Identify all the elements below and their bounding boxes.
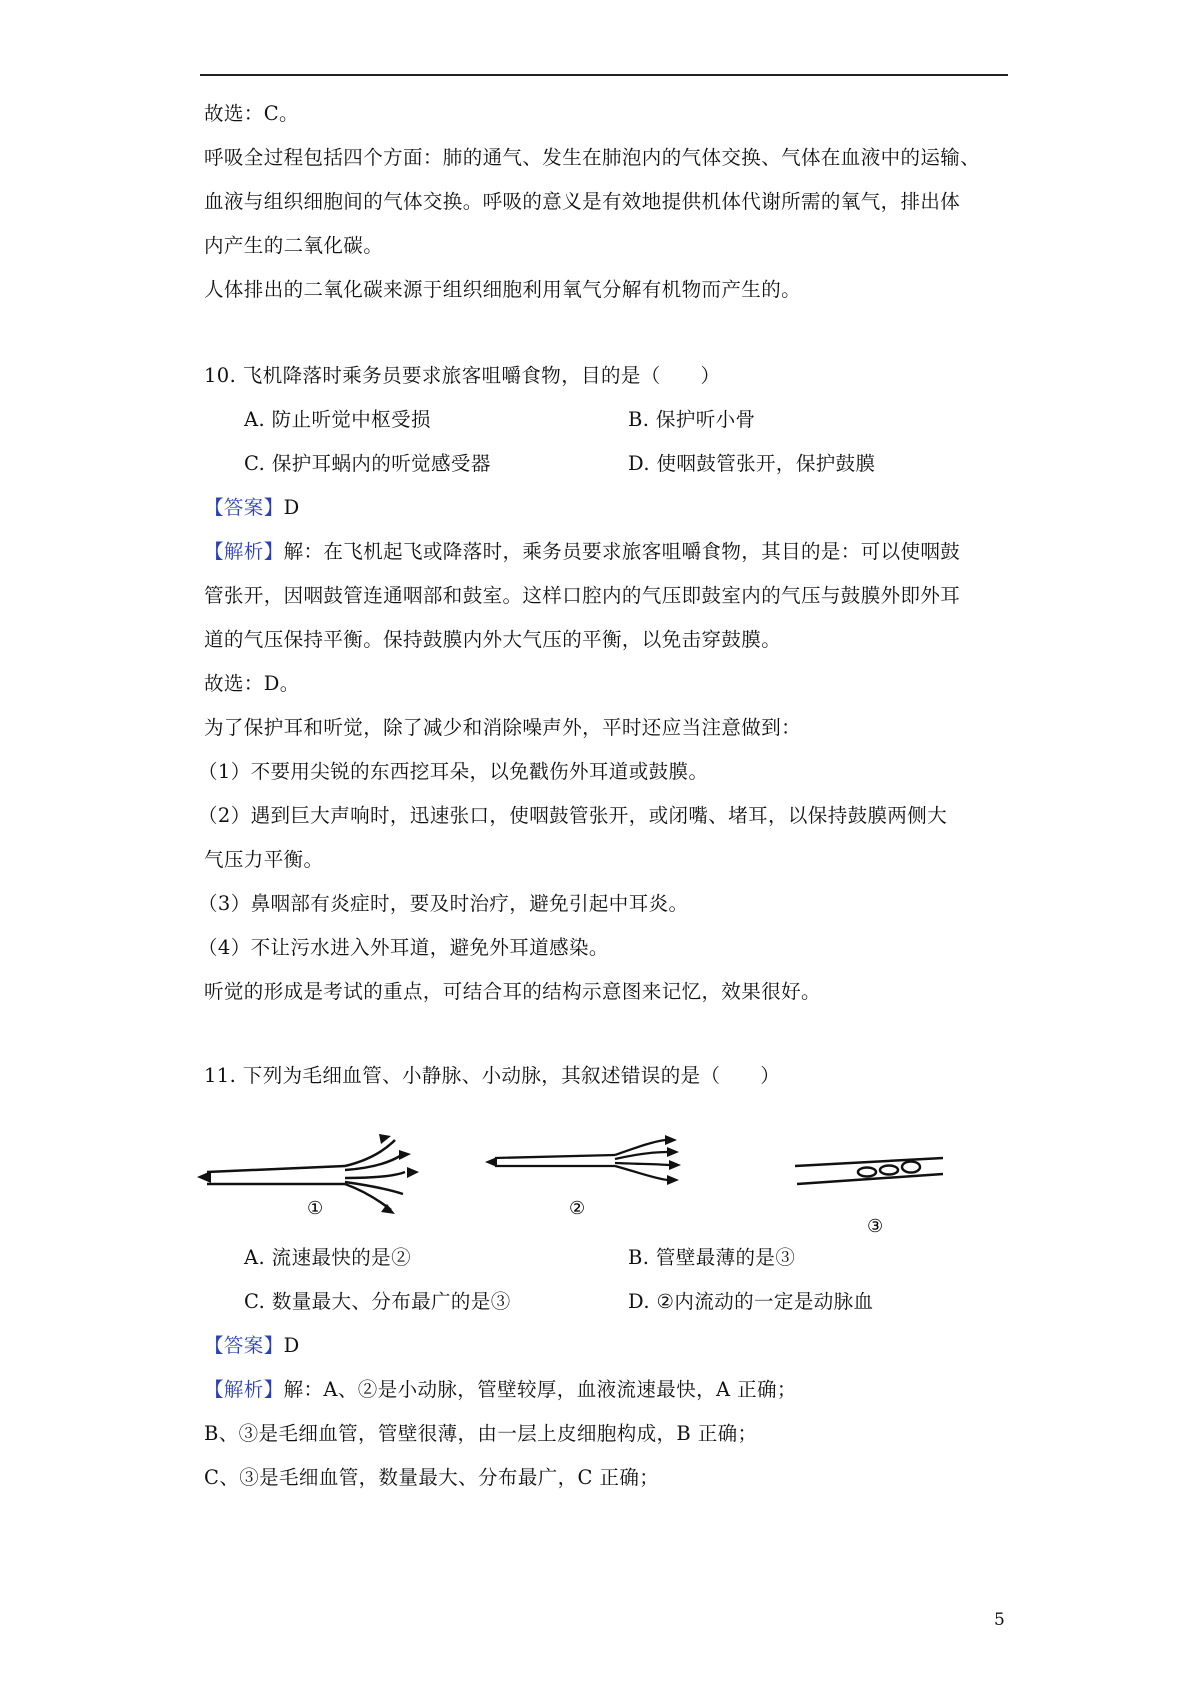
q10-analysis-line <box>204 536 960 564</box>
q10-note: 听觉的形成是考试的重点，可结合耳的结构示意图来记忆，效果很好。 <box>204 980 821 1003</box>
answer-tag: 【答案】 <box>204 496 284 519</box>
q10-analysis-text: 道的气压保持平衡。保持鼓膜内外大气压的平衡，以免击穿鼓膜。 <box>204 628 782 651</box>
q11-option-c: C. 数量最大、分布最广的是③ <box>244 1290 511 1313</box>
q11-stem: 11. 下列为毛细血管、小静脉、小动脉，其叙述错误的是（ ） <box>204 1064 781 1087</box>
q10-note: （3）鼻咽部有炎症时，要及时治疗，避免引起中耳炎。 <box>198 892 689 915</box>
q10-stem: 10. 飞机降落时乘务员要求旅客咀嚼食物，目的是（ ） <box>204 364 721 387</box>
q10-note: （1）不要用尖锐的东西挖耳朵，以免戳伤外耳道或鼓膜。 <box>198 760 709 783</box>
q10-note: （4）不让污水进入外耳道，避免外耳道感染。 <box>198 936 609 959</box>
header-rule <box>200 74 1008 76</box>
q10-answer: D <box>283 496 300 519</box>
q10-analysis-text: 管张开，因咽鼓管连通咽部和鼓室。这样口腔内的气压即鼓室内的气压与鼓膜外即外耳 <box>204 584 961 607</box>
q10-analysis-text: 解：在飞机起飞或降落时，乘务员要求旅客咀嚼食物，其目的是：可以使咽鼓 <box>283 540 961 563</box>
vessel-diagram-3 <box>795 1158 943 1184</box>
q10-conclusion: 故选：D。 <box>204 672 300 695</box>
q11-analysis-line <box>204 1374 797 1402</box>
q10-option-a: A. 防止听觉中枢受损 <box>244 408 431 431</box>
page-number: 5 <box>994 1610 1005 1630</box>
q11-option-b: B. 管壁最薄的是③ <box>628 1246 796 1269</box>
q11-answer: D <box>283 1334 300 1357</box>
prev-conclusion: 故选：C。 <box>204 102 299 125</box>
q10-answer-line <box>204 492 300 520</box>
prev-paragraph: 呼吸全过程包括四个方面：肺的通气、发生在肺泡内的气体交换、气体在血液中的运输、 <box>204 146 981 169</box>
figure-label-3: ③ <box>867 1216 884 1237</box>
prev-paragraph: 人体排出的二氧化碳来源于组织细胞利用氧气分解有机物而产生的。 <box>204 278 802 301</box>
q11-analysis-text: C、③是毛细血管，数量最大、分布最广，C 正确； <box>204 1466 660 1489</box>
q10-option-c: C. 保护耳蜗内的听觉感受器 <box>244 452 491 475</box>
figure-label-1: ① <box>307 1198 324 1219</box>
q11-analysis-text: 解：A、②是小动脉，管壁较厚，血液流速最快，A 正确； <box>283 1378 797 1401</box>
q11-option-d: D. ②内流动的一定是动脉血 <box>628 1290 874 1313</box>
prev-paragraph: 内产生的二氧化碳。 <box>204 234 384 257</box>
analysis-tag: 【解析】 <box>204 540 284 563</box>
q11-analysis-text: B、③是毛细血管，管壁很薄，由一层上皮细胞构成，B 正确； <box>204 1422 758 1445</box>
answer-tag: 【答案】 <box>204 1334 284 1357</box>
q10-note: 气压力平衡。 <box>204 848 324 871</box>
vessel-diagram-2 <box>485 1135 681 1185</box>
q11-answer-line <box>204 1330 300 1358</box>
q11-option-a: A. 流速最快的是② <box>244 1246 411 1269</box>
q10-option-b: B. 保护听小骨 <box>628 408 756 431</box>
prev-paragraph: 血液与组织细胞间的气体交换。呼吸的意义是有效地提供机体代谢所需的氧气，排出体 <box>204 190 961 213</box>
q10-note: （2）遇到巨大声响时，迅速张口，使咽鼓管张开，或闭嘴、堵耳，以保持鼓膜两侧大 <box>198 804 948 827</box>
blood-vessel-figure <box>195 1122 1015 1242</box>
q10-option-d: D. 使咽鼓管张开，保护鼓膜 <box>628 452 876 475</box>
analysis-tag: 【解析】 <box>204 1378 284 1401</box>
q10-note: 为了保护耳和听觉，除了减少和消除噪声外，平时还应当注意做到： <box>204 716 802 739</box>
figure-label-2: ② <box>569 1198 586 1219</box>
